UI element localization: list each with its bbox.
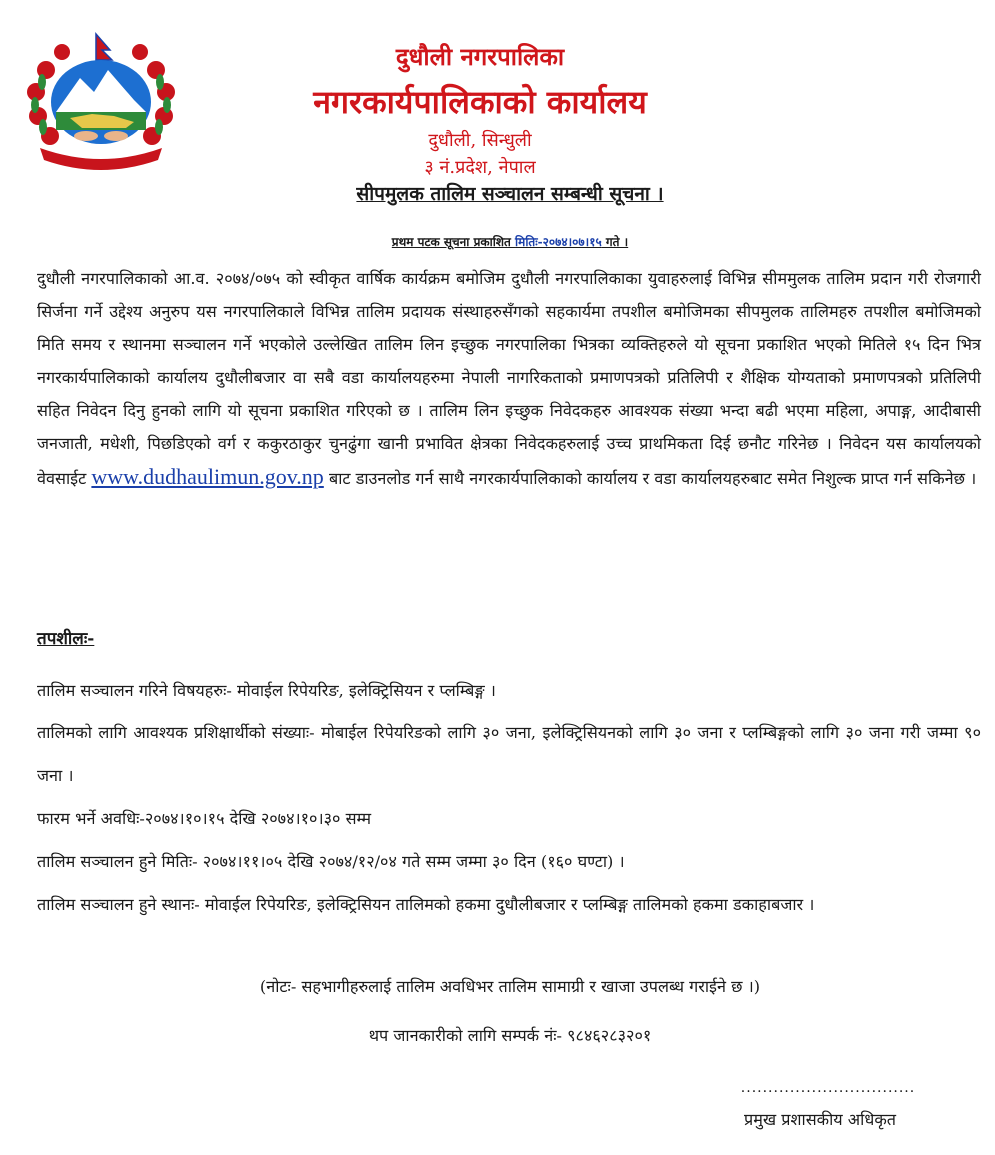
signatory-title: प्रमुख प्रशासकीय अधिकृत (744, 1110, 896, 1129)
publication-date: मितिः-२०७४।०७।१५ (515, 235, 602, 249)
training-dates: तालिम सञ्चालन हुने मितिः- २०७४।११।०५ देखि २०७४/१२/०४ गते सम्म जम्मा ३० दिन (१६० घण्टा) । (37, 852, 625, 871)
notice-body-part1: दुधौली नगरपालिकाको आ.व. २०७४/०७५ को स्वीकृत वार्षिक कार्यक्रम बमोजिम दुधौली नगरपालिकाका युवाहरुलाई विभिन्न सीममुलक तालिम प्रदान गरी रोजगारी सिर्जना गर्ने उद्देश्य अनुरुप यस नगरपालिकाले विभिन्न तालिम प्रदायक संस्थाहरुसँगको सहकार्यमा तपशील बमोजिमका सीपमुलक तालिमहरु तपशील बमोजिमको मिति समय र स्थानमा सञ्चालन गर्ने भएकोले उल्लेखित तालिम लिन इच्छुक नगरपालिका भित्रका व्यक्तिहरुले यो सूचना प्रकाशित भएको मितिले १५ दिन भित्र नगरकार्यपालिकाको कार्यालय दुधौलीबजार वा सबै वडा कार्यालयहरुमा नेपाली नागरिकताको प्रमाणपत्रको प्रतिलिपी र शैक्षिक योग्यताको प्रमाणपत्रको प्रतिलिपी सहित निवेदन दिनु हुनको लागि यो सूचना प्रकाशित गरिएको छ । तालिम लिन इच्छुक निवेदकहरु आवश्यक संख्या भन्दा बढी भएमा महिला, अपाङ्ग, आदीबासी जनजाती, मधेशी, पिछडिएको वर्ग र ककुरठाकुर चुनढुंगा खानी प्रभावित क्षेत्रका निवेदकहरुलाई उच्च प्राथमिकता दिई छनौट गरिनेछ । निवेदन यस कार्यालयको वेवसाईट (37, 269, 981, 488)
training-venue: तालिम सञ्चालन हुने स्थानः- मोवाईल रिपेयरिङ, इलेक्ट्रिसियन तालिमको हकमा दुधौलीबजार र प्लम्बिङ्ग तालिमको हकमा डकाहाबजार । (37, 895, 815, 914)
trainee-count: तालिमको लागि आवश्यक प्रशिक्षार्थीको संख्याः- मोबाईल रिपेयरिङको लागि ३० जना, इलेक्ट्रिसियनको लागि ३० जना र प्लम्बिङ्गको लागि ३० जना गरी जम्मा ९० जना । (37, 723, 981, 785)
training-subjects: तालिम सञ्चालन गरिने विषयहरुः- मोवाईल रिपेयरिङ, इलेक्ट्रिसियन र प्लम्बिङ्ग । (37, 681, 496, 700)
publication-note (250, 233, 770, 250)
publication-suffix: गते । (601, 235, 629, 249)
office-name: नगरकार्यपालिकाको कार्यालय (313, 83, 647, 121)
notice-body-part2: बाट डाउनलोड गर्न साथै नगरकार्यपालिकाको कार्यालय र वडा कार्यालयहरुबाट समेत निशुल्क प्राप्त गर्न सकिनेछ । (323, 469, 977, 488)
notice-title (200, 180, 820, 206)
form-period: फारम भर्ने अवधिः-२०७४।१०।१५ देखि २०७४।१०।३० सम्म (37, 809, 372, 828)
municipality-name: दुधौली नगरपालिका (395, 42, 565, 71)
address-line-1: दुधौली, सिन्धुली (428, 130, 532, 151)
website-link[interactable]: www.dudhaulimun.gov.np (91, 464, 324, 489)
government-emblem (22, 30, 180, 170)
publication-prefix: प्रथम पटक सूचना प्रकाशित (391, 235, 516, 249)
notice-title-text: सीपमुलक तालिम सञ्चालन सम्बन्धी सूचना । (356, 183, 664, 205)
address-line-2: ३ नं.प्रदेश, नेपाल (424, 157, 536, 178)
details-heading: तपशीलः- (37, 629, 95, 649)
notice-body (37, 262, 981, 495)
signature-line: ................................ (740, 1080, 916, 1096)
contact-number: थप जानकारीको लागि सम्पर्क नंः- ९८४६२८३२०१ (368, 1026, 652, 1045)
footer-note: (नोटः- सहभागीहरुलाई तालिम अवधिभर तालिम सामाग्री र खाजा उपलब्ध गराईने छ ।) (259, 977, 761, 996)
